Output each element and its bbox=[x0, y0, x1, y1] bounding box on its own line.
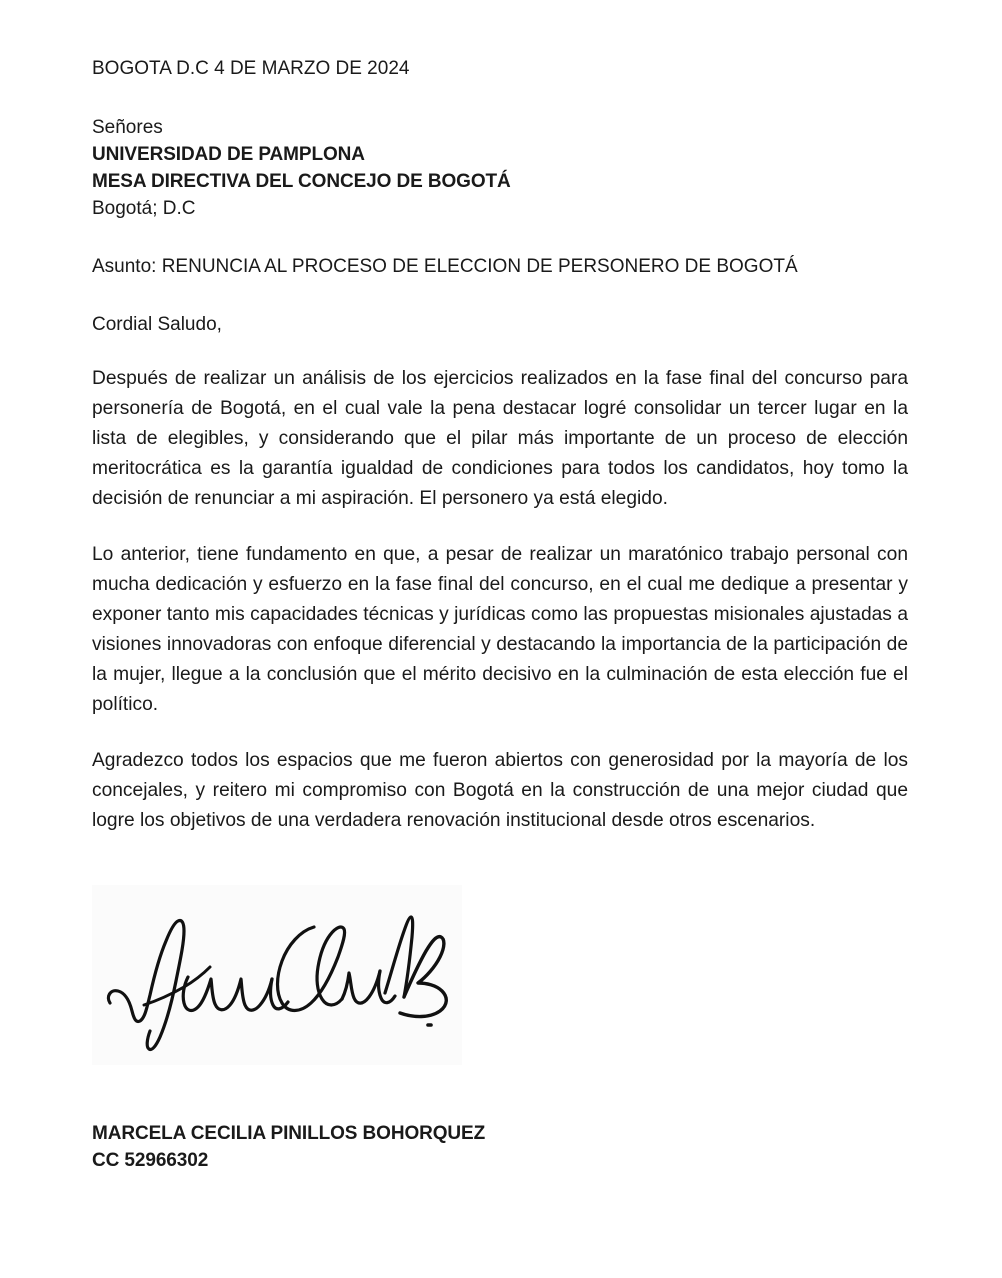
signature-image bbox=[92, 885, 462, 1065]
signature-ink bbox=[92, 885, 462, 1065]
signer-id: CC 52966302 bbox=[92, 1150, 209, 1171]
addressee-organization-primary: UNIVERSIDAD DE PAMPLONA bbox=[92, 144, 365, 165]
body-paragraph-1: Después de realizar un análisis de los ejercicios realizados en la fase final del concurso para personería de Bogotá, en el cual vale la pena destacar logré consolidar un tercer lugar en la lista de elegibles, y considerando que el pilar más importante de un proceso de elección meritocrática es la garantía igualdad de condiciones para todos los candidatos, hoy tomo la decisión de renunciar a mi aspiración. El personero ya está elegido. bbox=[92, 368, 908, 509]
body-paragraph-3: Agradezco todos los espacios que me fueron abiertos con generosidad por la mayoría de los concejales, y reitero mi compromiso con Bogotá en la construcción de una mejor ciudad que logre los objetivos de una verdadera renovación institucional desde otros escenarios. bbox=[92, 750, 908, 831]
date-line: BOGOTA D.C 4 DE MARZO DE 2024 bbox=[92, 58, 410, 79]
letter-content bbox=[92, 0, 908, 916]
addressee-organization-secondary: MESA DIRECTIVA DEL CONCEJO DE BOGOTÁ bbox=[92, 171, 511, 192]
body-paragraph-2: Lo anterior, tiene fundamento en que, a pesar de realizar un maratónico trabajo personal con mucha dedicación y esfuerzo en la fase final del concurso, en el cual me dedique a presentar y exponer tanto mis capacidades técnicas y jurídicas como las propuestas misionales ajustadas a visiones innovadoras con enfoque diferencial y destacando la importancia de la participación de la mujer, llegue a la conclusión que el mérito decisivo en la culminación de esta elección fue el político. bbox=[92, 544, 908, 715]
subject-line: Asunto: RENUNCIA AL PROCESO DE ELECCION DE PERSONERO DE BOGOTÁ bbox=[92, 256, 798, 277]
addressee-city: Bogotá; D.C bbox=[92, 198, 196, 219]
signer-block bbox=[92, 1120, 692, 1174]
addressee-block bbox=[92, 114, 908, 222]
addressee-salutation: Señores bbox=[92, 117, 163, 138]
signer-name: MARCELA CECILIA PINILLOS BOHORQUEZ bbox=[92, 1123, 486, 1144]
greeting-line: Cordial Saludo, bbox=[92, 314, 222, 335]
